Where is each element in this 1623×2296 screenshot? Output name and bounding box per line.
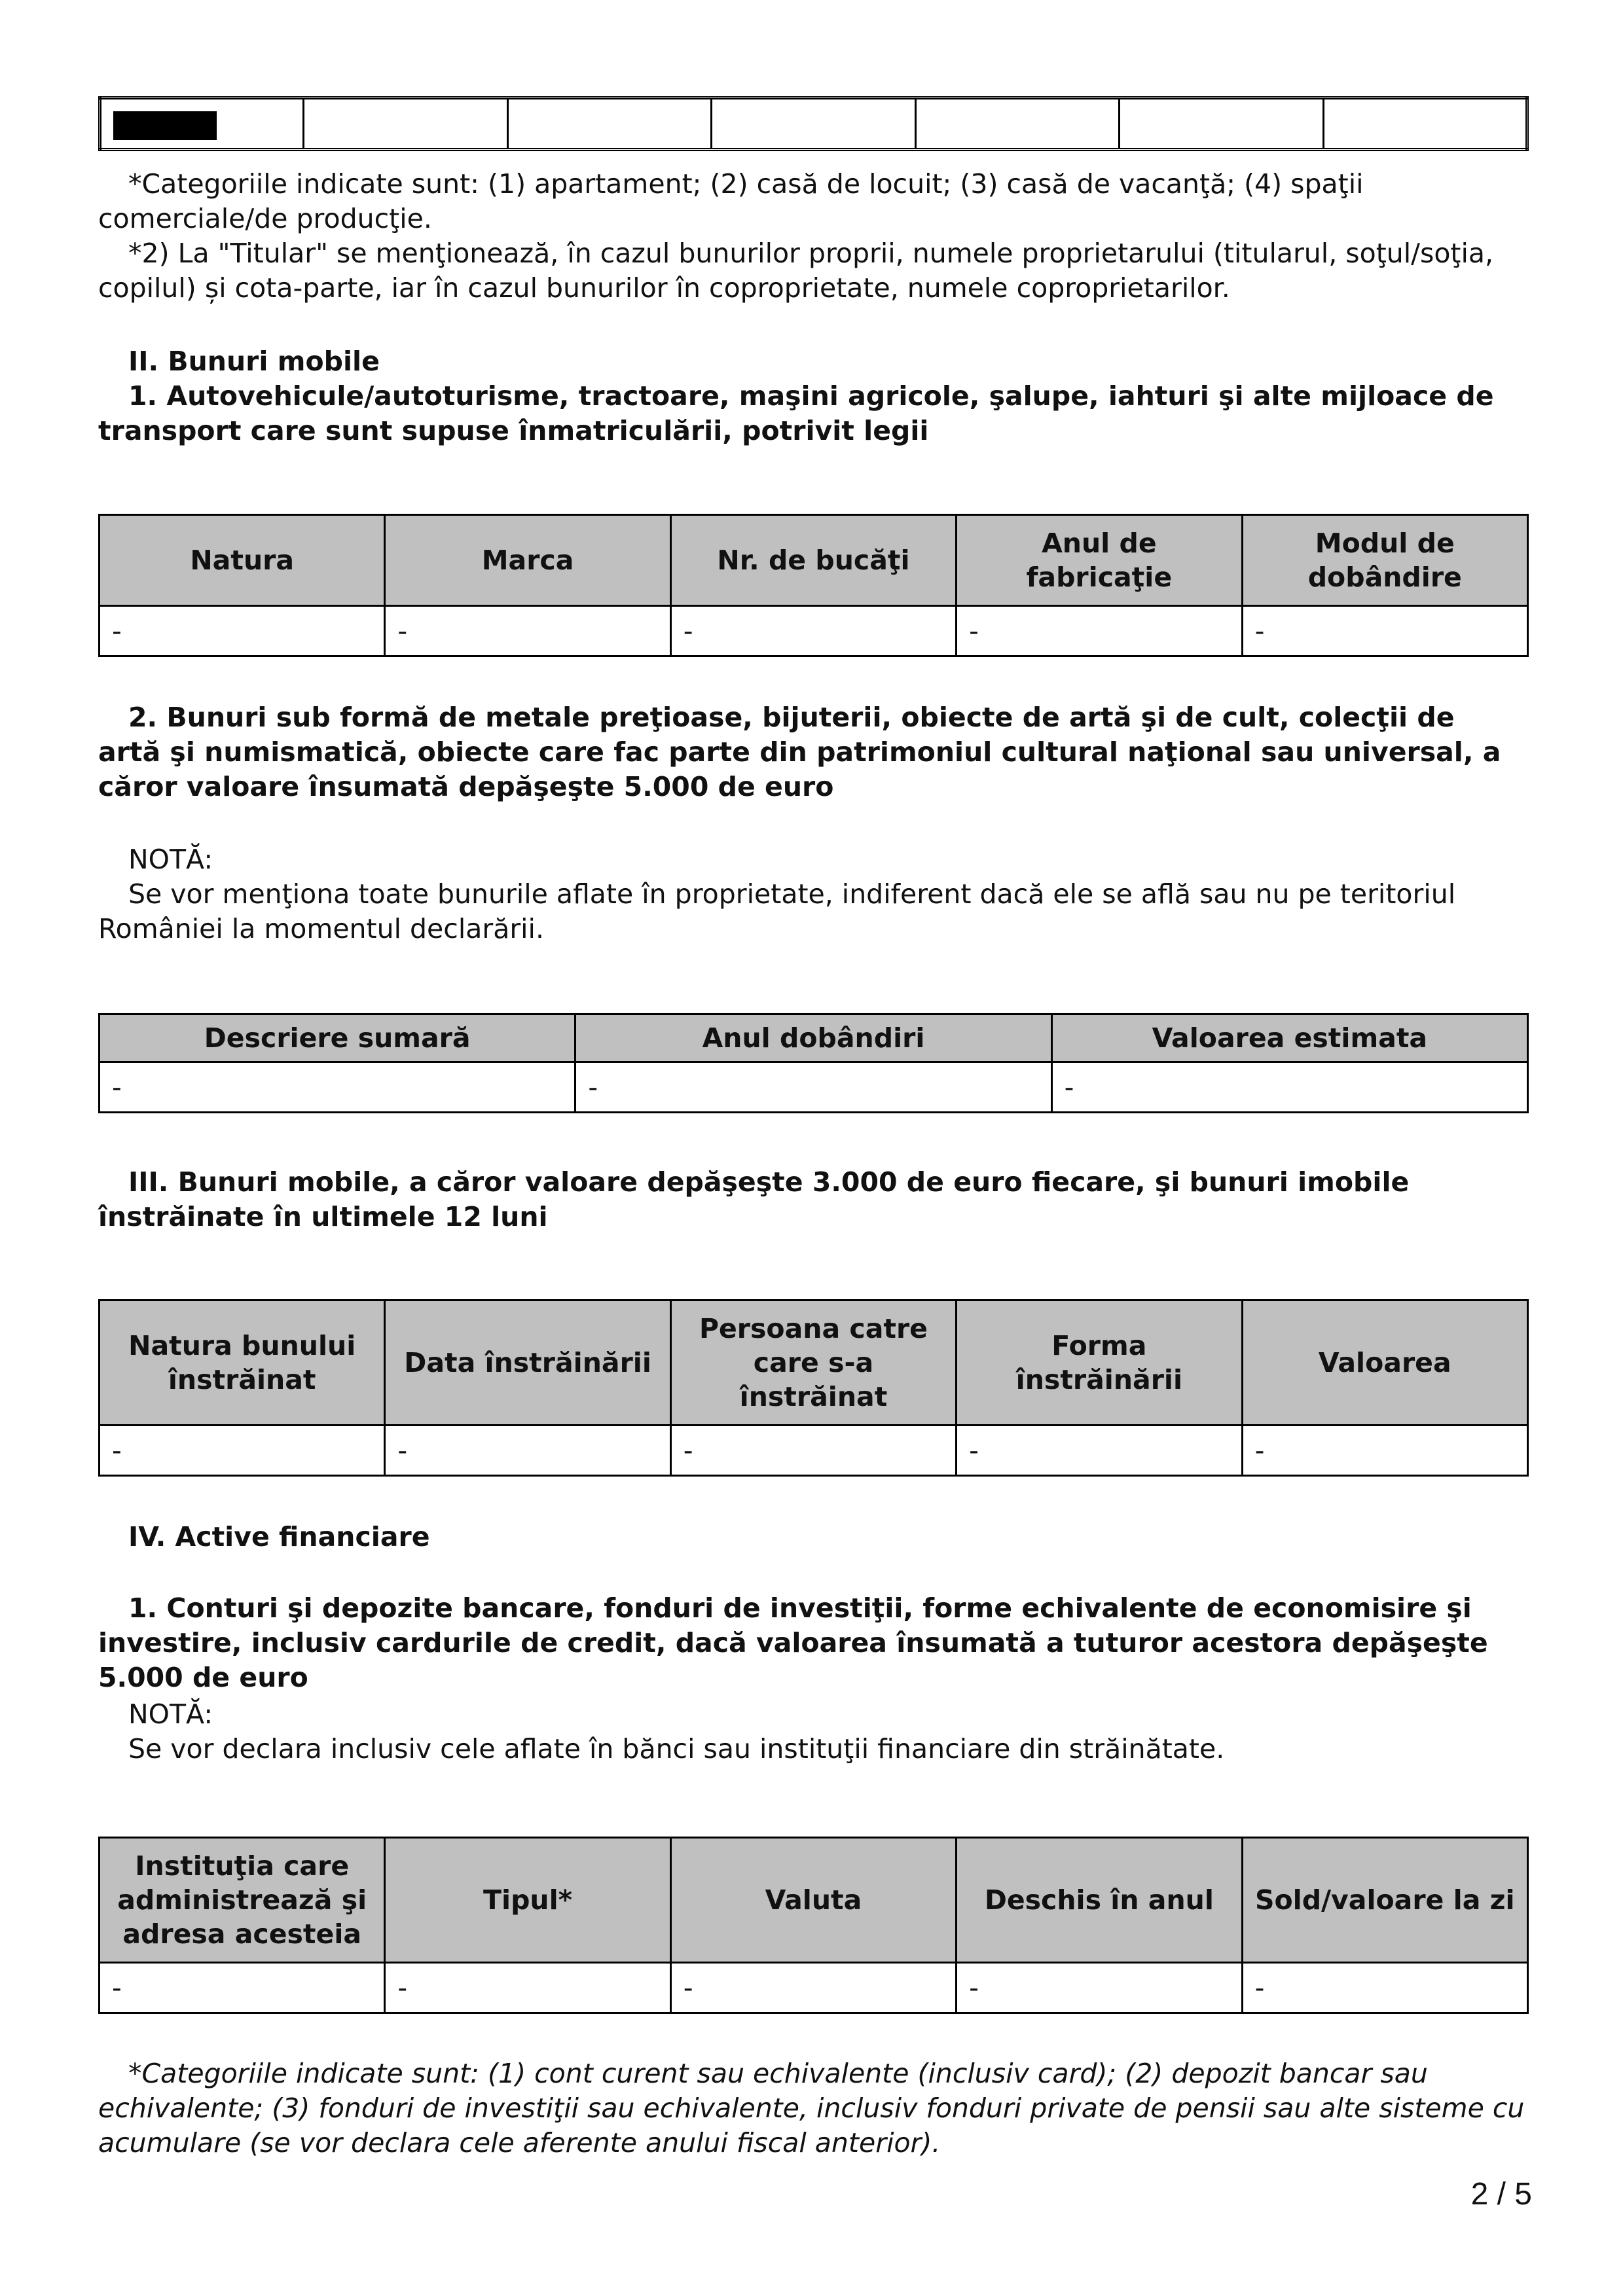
table-cell: - [385,1426,670,1476]
table-cell: - [385,606,670,656]
table-cell [304,98,507,150]
table-cell: - [1242,606,1527,656]
table-row [100,1963,1528,2013]
valuables-table [98,1013,1529,1113]
section-iii-heading [98,1165,1525,1234]
footnote-categories: *Categoriile indicate sunt: (1) apartament; (2) casă de locuit; (3) casă de vacanţă; (4) spaţii comerciale/de producţie. [98,168,1364,234]
table-cell [507,98,711,150]
table-cell [712,98,915,150]
column-header: Forma înstrăinării [957,1300,1242,1426]
table-row [100,1062,1528,1113]
section-title: III. Bunuri mobile, a căror valoare depăşeşte 3.000 de euro fiecare, şi bunuri imobile înstrăinate în ultimele 12 luni [98,1166,1410,1232]
column-header: Deschis în anul [957,1838,1242,1963]
nota-text: Se vor menţiona toate bunurile aflate în proprietate, indiferent dacă ele se află sau nu pe teritoriul României la momentul declarării. [98,878,1456,944]
column-header: Instituţia care administrează şi adresa acesteia [100,1838,385,1963]
alienated-goods-table [98,1299,1529,1477]
column-header: Anul dobândiri [575,1014,1051,1062]
section-title: II. Bunuri mobile [128,346,380,377]
subsection-title: 1. Autovehicule/autoturisme, tractoare, maşini agricole, şalupe, iahturi şi alte mijloace de transport care sunt supuse înmatriculării, potrivit legii [98,380,1494,446]
table-cell: - [100,1426,385,1476]
column-header: Anul de fabricaţie [957,515,1242,606]
table-header-row [100,1838,1528,1963]
subsection-title: 2. Bunuri sub formă de metale preţioase, bijuterii, obiecte de artă şi de cult, colecţii de artă şi numismatică, obiecte care fac parte din patrimoniul cultural naţional sau universal, a căror valoare însumată depăşeşte 5.000 de euro [98,702,1501,802]
column-header: Valuta [670,1838,956,1963]
table-row [100,98,1527,150]
section-ii-sub2 [98,700,1525,804]
column-header: Tipul* [385,1838,670,1963]
table-header-row [100,1014,1528,1062]
section-iv-nota [98,1697,1525,1767]
nota-text: Se vor declara inclusiv cele aflate în bănci sau instituţii financiare din străinătate. [128,1733,1225,1765]
section-iv-heading [98,1520,1525,1554]
table-cell [1120,98,1323,150]
footnote-titular: *2) La "Titular" se menţionează, în cazul bunurilor proprii, numele proprietarului (titularul, soţul/soţia, copilul) și cota-parte, iar în cazul bunurilor în coproprietate, numele coproprietarilor. [98,238,1494,304]
section-title: IV. Active financiare [128,1521,430,1552]
column-header: Descriere sumară [100,1014,575,1062]
redacted-cell [100,98,304,150]
vehicles-table [98,514,1529,657]
redaction-block [113,111,217,140]
table-cell: - [957,1963,1242,2013]
section-ii-nota [98,842,1525,946]
nota-label: NOTĂ: [128,844,213,875]
real-estate-footnotes [98,167,1525,306]
section-ii-heading [98,344,1525,448]
footnote-categories: *Categoriile indicate sunt: (1) cont curent sau echivalente (inclusiv card); (2) depozit bancar sau echivalente; (3) fonduri de investiţii sau echivalente, inclusiv fonduri private de pensii sau alte sisteme cu acumulare (se vor declara cele aferente anului fiscal anterior). [98,2058,1525,2159]
table-cell: - [100,1963,385,2013]
table-cell: - [670,1963,956,2013]
column-header: Natura [100,515,385,606]
table-header-row [100,1300,1528,1426]
real-estate-table-continued [98,96,1529,151]
subsection-title: 1. Conturi şi depozite bancare, fonduri de investiţii, forme echivalente de economisire şi investire, inclusiv cardurile de credit, dacă valoarea însumată a tuturor acestora depăşeşte 5.000 de euro [98,1592,1488,1693]
table-cell: - [1242,1426,1527,1476]
table-cell [915,98,1119,150]
bank-accounts-table [98,1837,1529,2014]
table-cell [1323,98,1527,150]
column-header: Modul de dobândire [1242,515,1527,606]
table-row [100,606,1528,656]
column-header: Data înstrăinării [385,1300,670,1426]
table-cell: - [385,1963,670,2013]
column-header: Valoarea estimata [1051,1014,1527,1062]
table-header-row [100,515,1528,606]
table-cell: - [670,606,956,656]
section-iv-footnote [98,2056,1525,2161]
table-cell: - [100,606,385,656]
nota-label: NOTĂ: [128,1698,213,1730]
column-header: Valoarea [1242,1300,1527,1426]
table-row [100,1426,1528,1476]
table-cell: - [575,1062,1051,1113]
column-header: Marca [385,515,670,606]
table-cell: - [957,606,1242,656]
table-cell: - [957,1426,1242,1476]
column-header: Natura bunului înstrăinat [100,1300,385,1426]
column-header: Sold/valoare la zi [1242,1838,1527,1963]
table-cell: - [1051,1062,1527,1113]
section-iv-sub1 [98,1591,1525,1695]
page-number: 2 / 5 [1470,2177,1532,2212]
column-header: Nr. de bucăţi [670,515,956,606]
table-cell: - [1242,1963,1527,2013]
table-cell: - [100,1062,575,1113]
column-header: Persoana catre care s-a înstrăinat [670,1300,956,1426]
table-cell: - [670,1426,956,1476]
